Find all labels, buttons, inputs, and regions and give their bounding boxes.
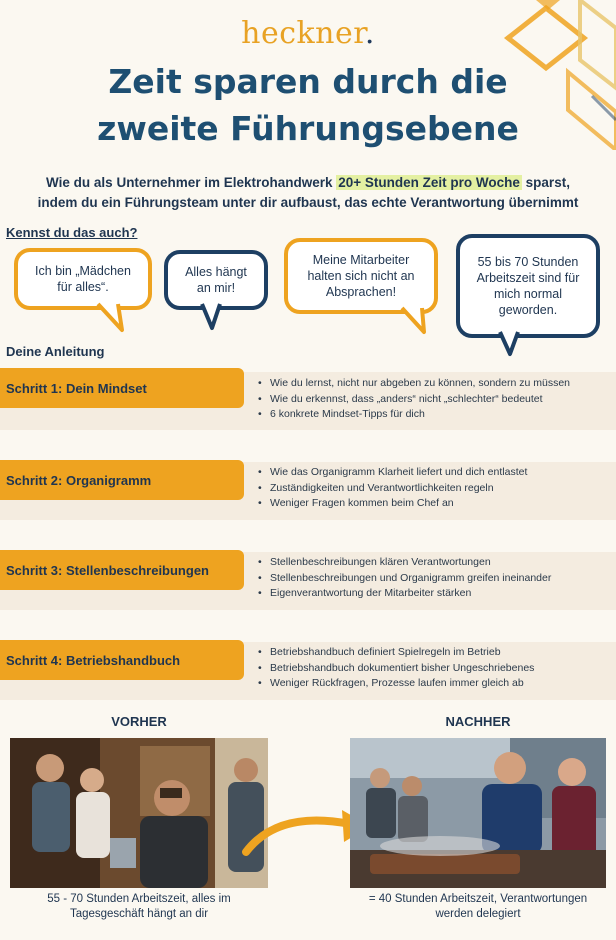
list-item: • Wie das Organigramm Klarheit liefert und dich entlastet [258, 465, 614, 481]
brand-logo: heckner. [241, 16, 375, 51]
bubble-tail-1 [96, 302, 126, 334]
step-4-tab: Schritt 4: Betriebshandbuch [0, 640, 244, 680]
guide-heading: Deine Anleitung [6, 344, 105, 359]
before-photo [10, 738, 268, 888]
step-3-tab: Schritt 3: Stellenbeschreibungen [0, 550, 244, 590]
speech-bubble-4: 55 bis 70 Stunden Arbeitszeit sind für mich normal geworden. [456, 234, 600, 338]
list-item: • Weniger Fragen kommen beim Chef an [258, 496, 614, 512]
step-1-bullets [258, 376, 614, 423]
step-1-tab: Schritt 1: Dein Mindset [0, 368, 244, 408]
after-label: NACHHER [445, 714, 511, 729]
title-line-1: Zeit sparen durch die [108, 62, 508, 101]
list-item: • Wie du erkennst, dass „anders“ nicht „schlechter“ bedeutet [258, 392, 614, 408]
speech-bubble-1: Ich bin „Mädchen für alles“. [14, 248, 152, 310]
after-photo [350, 738, 606, 888]
subtitle: Wie du als Unternehmer im Elektrohandwerk 20+ Stunden Zeit pro Woche sparst, indem du ein Führungsteam unter dir aufbaust, das echte Verantwortung übernimmt [37, 175, 579, 210]
step-4-bullets [258, 645, 614, 692]
list-item: • Eigenverantwortung der Mitarbeiter stärken [258, 586, 614, 602]
list-item: • Stellenbeschreibungen klären Verantwortungen [258, 555, 614, 571]
step-2-bullets [258, 465, 614, 512]
step-3-bullets [258, 555, 614, 602]
title-line-2: zweite Führungsebene [97, 109, 519, 148]
list-item: • Zuständigkeiten und Verantwortlichkeiten regeln [258, 481, 614, 497]
before-caption: 55 - 70 Stunden Arbeitszeit, alles im Tagesgeschäft hängt an dir [47, 893, 231, 920]
bubble-tail-3 [400, 306, 430, 336]
step-2-tab: Schritt 2: Organigramm [0, 460, 244, 500]
speech-bubble-3: Meine Mitarbeiter halten sich nicht an Absprachen! [284, 238, 438, 314]
list-item: • Weniger Rückfragen, Prozesse laufen immer gleich ab [258, 676, 614, 692]
list-item: • 6 konkrete Mindset-Tipps für dich [258, 407, 614, 423]
page-title [20, 58, 596, 152]
list-item: • Stellenbeschreibungen und Organigramm greifen ineinander [258, 571, 614, 587]
bubble-tail-4 [498, 330, 524, 358]
question-heading: Kennst du das auch? [6, 225, 138, 240]
subtitle-highlight: 20+ Stunden Zeit pro Woche [338, 175, 520, 190]
bubble-tail-2 [200, 302, 224, 332]
before-label: VORHER [111, 714, 167, 729]
speech-bubble-2: Alles hängt an mir! [164, 250, 268, 310]
after-caption: = 40 Stunden Arbeitszeit, Verantwortungen werden delegiert [368, 893, 588, 920]
list-item: • Wie du lernst, nicht nur abgeben zu können, sondern zu müssen [258, 376, 614, 392]
list-item: • Betriebshandbuch definiert Spielregeln im Betrieb [258, 645, 614, 661]
list-item: • Betriebshandbuch dokumentiert bisher Ungeschriebenes [258, 661, 614, 677]
